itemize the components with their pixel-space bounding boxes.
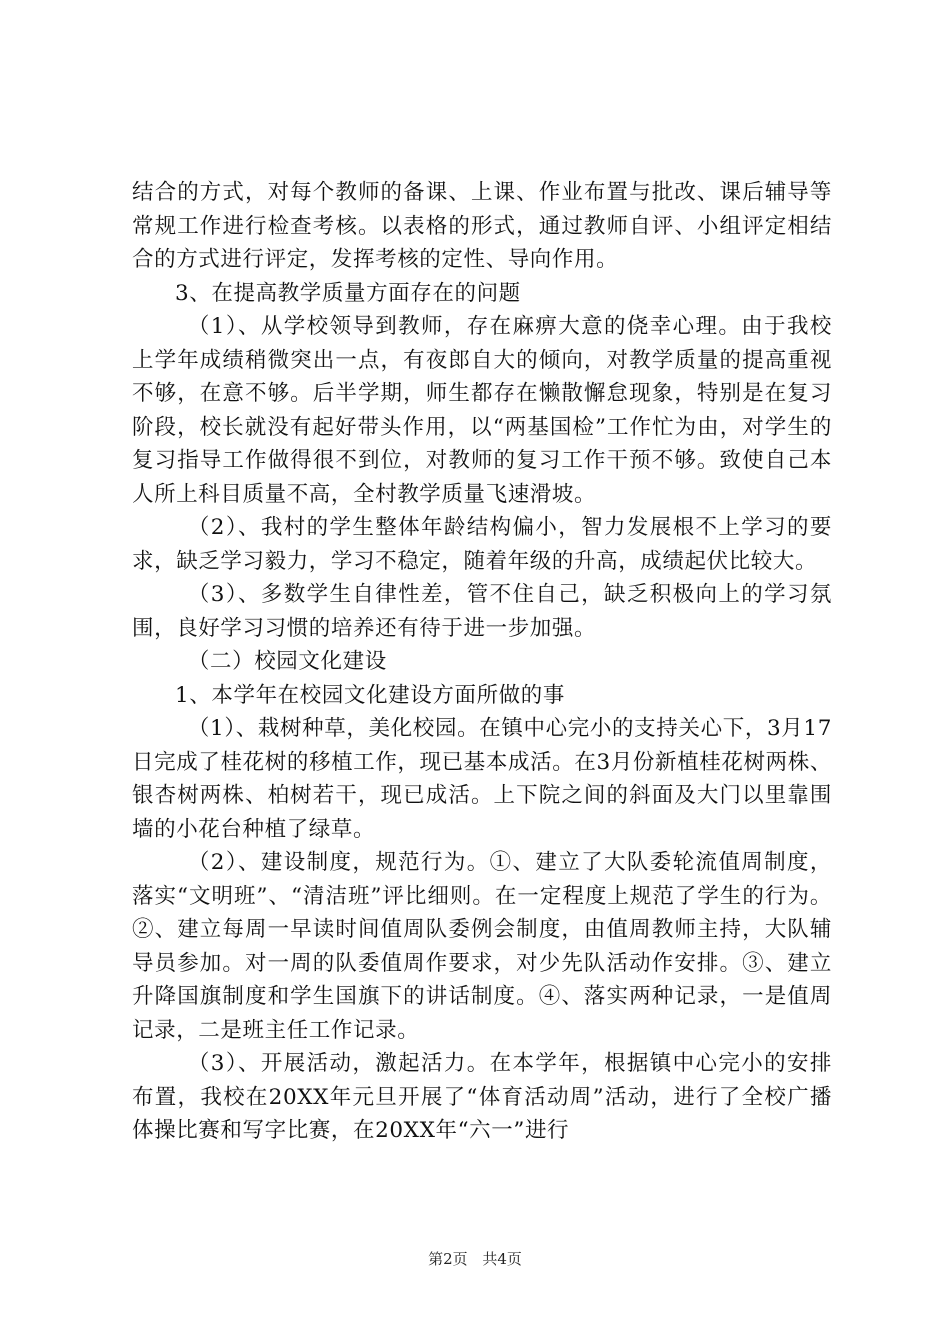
paragraph-continuation: 结合的方式，对每个教师的备课、上课、作业布置与批改、课后辅导等常规工作进行检查考核。以表格的形式，通过教师自评、小组评定相结合的方式进行评定，发挥考核的定性、导向作用。 <box>132 180 832 272</box>
heading-quality-problems: 3、在提高教学质量方面存在的问题 <box>175 280 521 306</box>
paragraph-culture-2: （2）、建设制度，规范行为。①、建立了大队委轮流值周制度，落实“文明班”、“清洁班”评比细则。在一定程度上规范了学生的行为。②、建立每周一早读时间值周队委例会制度，由值周教师主持，大队辅导员参加。对一周的队委值周作要求，对少先队活动作安排。③、建立升降国旗制度和学生国旗下的讲话制度。④、落实两种记录，一是值周记录，二是班主任工作记录。 <box>132 850 832 1043</box>
paragraph-culture-1: （1）、栽树种草，美化校园。在镇中心完小的支持关心下，3月17日完成了桂花树的移植工作，现已基本成活。在3月份新植桂花树两株、银杏树两株、柏树若干，现已成活。上下院之间的斜面及大门以里靠围墙的小花台种植了绿草。 <box>132 716 832 842</box>
page-footer <box>0 1248 950 1269</box>
page-total: 共4页 <box>482 1250 522 1268</box>
paragraph-culture-3: （3）、开展活动，激起活力。在本学年，根据镇中心完小的安排布置，我校在20XX年元旦开展了“体育活动周”活动，进行了全校广播体操比赛和写字比赛，在20XX年“六一”进行 <box>132 1051 832 1143</box>
paragraph-problem-3: （3）、多数学生自律性差，管不住自己，缺乏积极向上的学习氛围，良好学习习惯的培养还有待于进一步加强。 <box>132 582 832 641</box>
paragraph-problem-1: （1）、从学校领导到教师，存在麻痹大意的侥幸心理。由于我校上学年成绩稍微突出一点，有夜郎自大的倾向，对教学质量的提高重视不够，在意不够。后半学期，师生都存在懒散懈怠现象，特别是在复习阶段，校长就没有起好带头作用，以“两基国检”工作忙为由，对学生的复习指导工作做得很不到位，对教师的复习工作干预不够。致使自己本人所上科目质量不高，全村教学质量飞速滑坡。 <box>132 314 832 507</box>
document-body <box>132 176 832 1148</box>
heading-campus-culture: （二）校园文化建设 <box>187 649 387 674</box>
page-number: 第2页 <box>428 1250 468 1268</box>
heading-campus-culture-work: 1、本学年在校园文化建设方面所做的事 <box>175 682 565 708</box>
paragraph-problem-2: （2）、我村的学生整体年龄结构偏小，智力发展根不上学习的要求，缺乏学习毅力，学习不稳定，随着年级的升高，成绩起伏比较大。 <box>132 515 832 574</box>
